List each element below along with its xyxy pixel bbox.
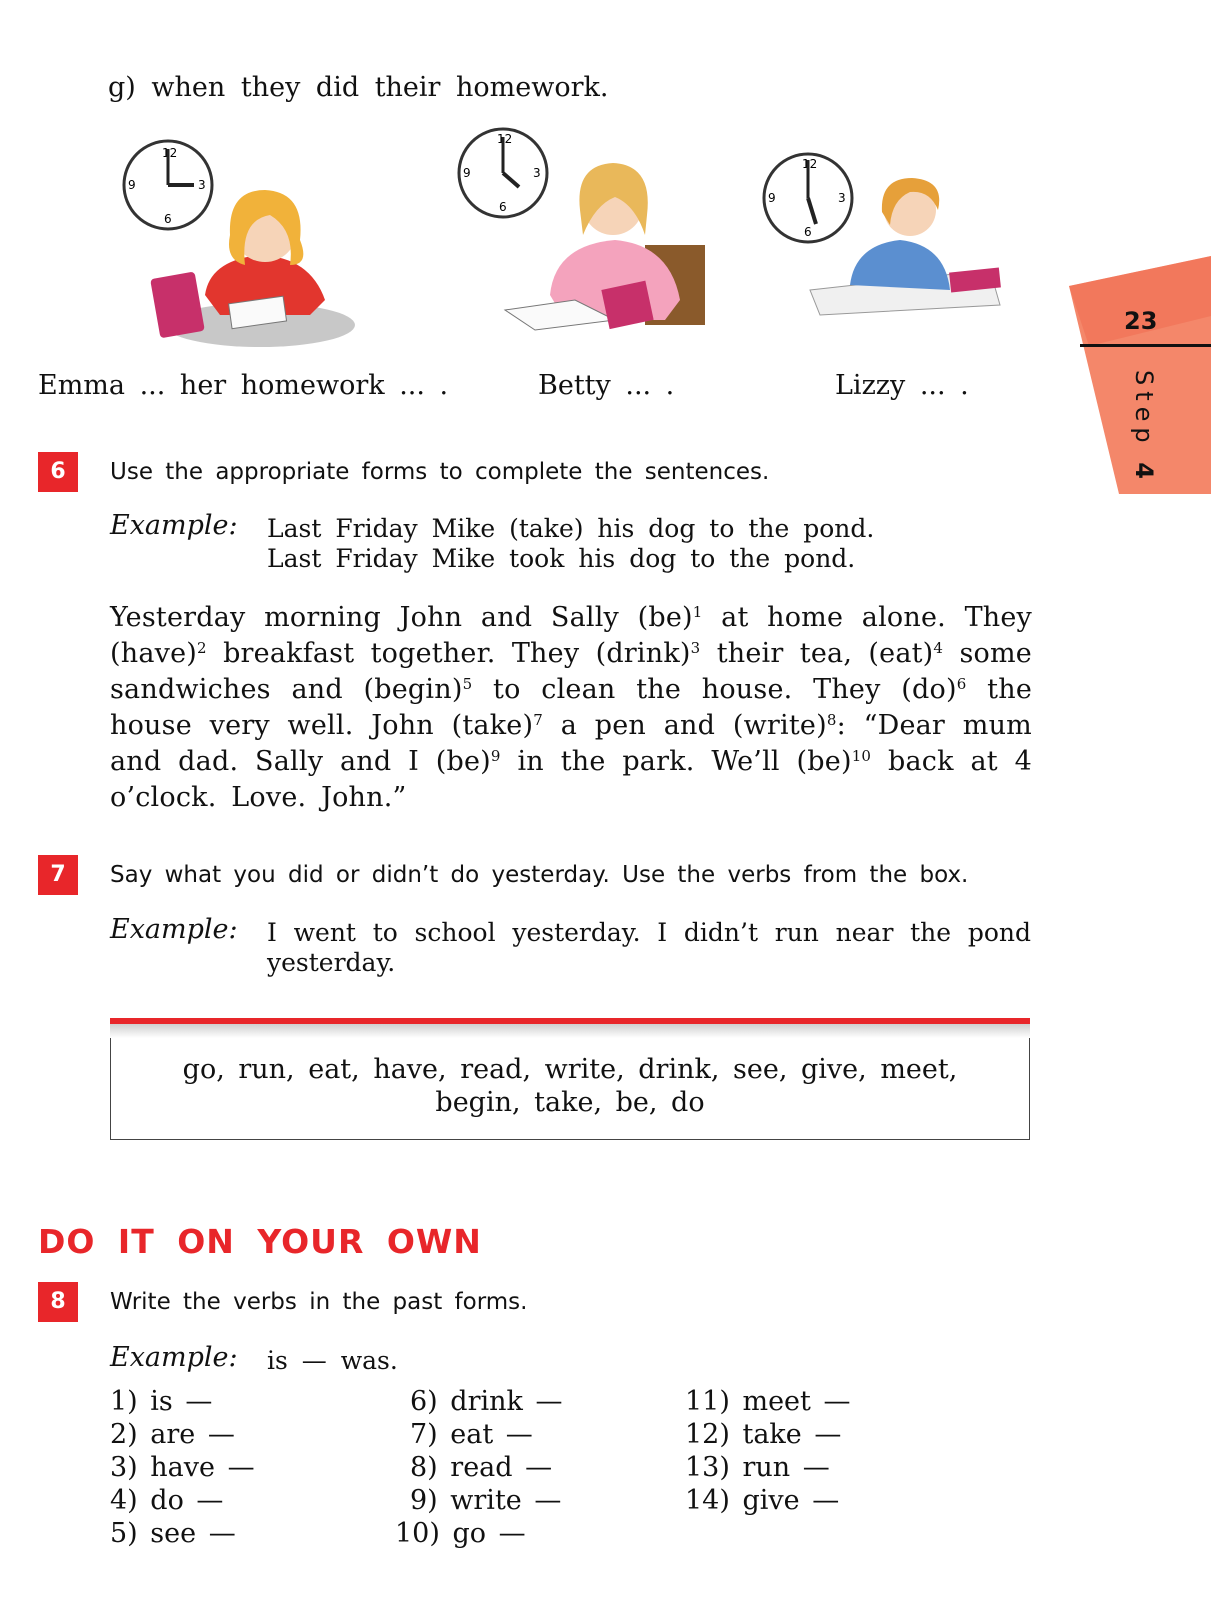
verb-column-1	[110, 1385, 255, 1550]
verb-item: 10) go —	[395, 1518, 526, 1549]
svg-text:3: 3	[198, 178, 206, 192]
exercise-8-instruction: Write the verbs in the past forms.	[110, 1289, 528, 1315]
verb-item: 8) read —	[410, 1452, 553, 1483]
svg-text:9: 9	[463, 166, 471, 180]
verb-item: 6) drink —	[410, 1386, 563, 1417]
verb-item: 3) have —	[110, 1452, 255, 1483]
clock-icon	[459, 129, 547, 217]
verb-box-text	[110, 1053, 1030, 1119]
verb-column-3	[685, 1385, 850, 1517]
clock-icon	[764, 154, 852, 242]
verb-item: 4) do —	[110, 1485, 224, 1516]
exercise-7-example-line2: yesterday.	[267, 948, 396, 977]
exercise-6-example-line1: Last Friday Mike (take) his dog to the pond.	[267, 514, 875, 543]
caption-emma: Emma ... her homework ... .	[38, 370, 449, 401]
page-number: 23	[1124, 307, 1158, 335]
betty-illustration	[455, 125, 725, 345]
exercise-8-example-label: Example:	[110, 1342, 238, 1373]
svg-text:12: 12	[162, 146, 178, 160]
verb-item: 5) see —	[110, 1518, 236, 1549]
exercise-6-example-label: Example:	[110, 510, 238, 541]
svg-text:3: 3	[838, 191, 846, 205]
svg-text:12: 12	[802, 157, 818, 171]
section-heading: DO IT ON YOUR OWN	[38, 1222, 482, 1261]
verb-item: 7) eat —	[410, 1419, 533, 1450]
tab-divider	[1080, 344, 1211, 347]
verb-box-line1: go, run, eat, have, read, write, drink, see, give, meet,	[182, 1054, 958, 1085]
svg-text:6: 6	[164, 212, 172, 226]
verb-box-shadow	[110, 1024, 1030, 1038]
exercise-6-example-line2: Last Friday Mike took his dog to the pond.	[267, 544, 856, 573]
verb-item: 13) run —	[685, 1452, 830, 1483]
svg-text:3: 3	[533, 166, 541, 180]
verb-item: 11) meet —	[685, 1386, 851, 1417]
exercise-6-number: 6	[38, 452, 78, 492]
exercise-7-example-label: Example:	[110, 914, 238, 945]
exercise-7-instruction: Say what you did or didn’t do yesterday. Use the verbs from the box.	[110, 862, 969, 888]
verb-item: 14) give —	[685, 1485, 840, 1516]
exercise-8-number: 8	[38, 1282, 78, 1322]
caption-lizzy: Lizzy ... .	[835, 370, 969, 401]
intro-line: g) when they did their homework.	[108, 72, 609, 103]
clock-icon	[124, 141, 212, 229]
svg-text:12: 12	[497, 132, 513, 146]
exercise-7-number: 7	[38, 855, 78, 895]
exercise-8-example-text: is — was.	[267, 1346, 398, 1375]
verb-item: 1) is —	[110, 1386, 213, 1417]
verb-box-line2: begin, take, be, do	[435, 1087, 705, 1118]
step-label: Step 4	[1130, 370, 1158, 485]
caption-betty: Betty ... .	[538, 370, 675, 401]
verb-item: 9) write —	[410, 1485, 562, 1516]
svg-text:9: 9	[128, 178, 136, 192]
verb-item: 2) are —	[110, 1419, 235, 1450]
exercise-6-paragraph: Yesterday morning John and Sally (be)$^1$ at home alone. They (have)$^2$ breakfast together. They (drink)$^3$ their tea, (eat)$^4$ some sandwiches and (begin)$^5$ to clean the house. They (do)$^6$ the house very well. John (take)$^7$ a pen and (write)$^8$: “Dear mum and dad. Sally and I (be)$^9$ in the park. We’ll (be)$^{10}$ back at 4 o’clock. Love. John.”	[110, 602, 1032, 813]
svg-text:6: 6	[499, 200, 507, 214]
svg-text:6: 6	[804, 225, 812, 239]
svg-text:9: 9	[768, 191, 776, 205]
verb-item: 12) take —	[685, 1419, 842, 1450]
lizzy-illustration	[760, 150, 1035, 325]
exercise-7-example-line1: I went to school yesterday. I didn’t run near the pond	[267, 918, 1031, 947]
verb-column-2	[395, 1385, 562, 1550]
exercise-6-instruction: Use the appropriate forms to complete the sentences.	[110, 459, 770, 485]
emma-illustration	[110, 135, 360, 350]
